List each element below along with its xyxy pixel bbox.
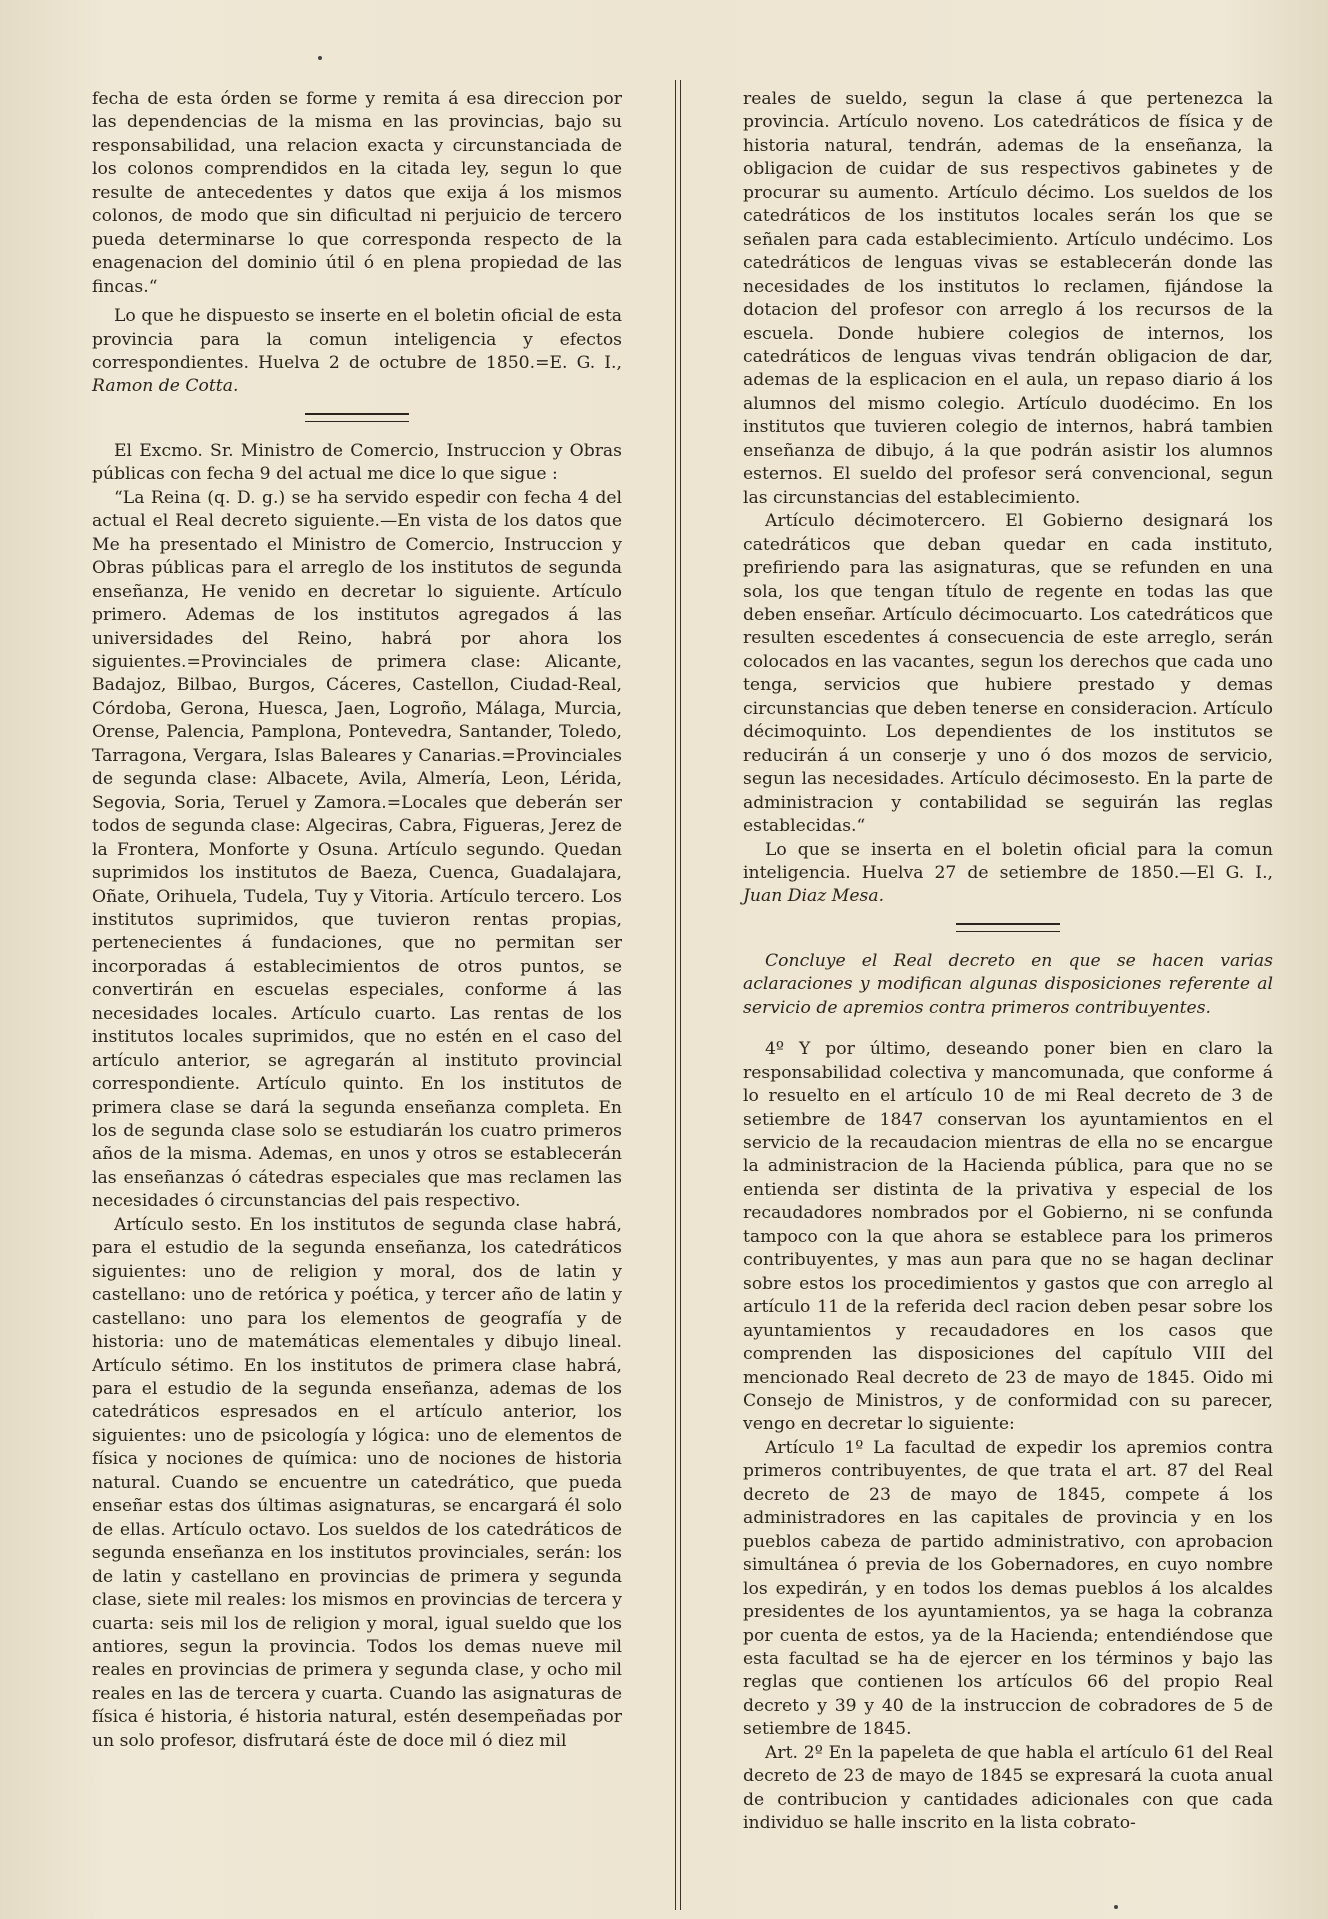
paragraph-real-decreto: “La Reina (q. D. g.) se ha servido espedir con fecha 4 del actual el Real decreto siguiente.—En vista de los datos que Me ha presentado el Ministro de Comercio, Instruccion y Obras públicas para el arreglo de los institutos de segunda enseñanza, He venido en decretar lo siguiente. Artículo primero. Ademas de los institutos agregados á las universidades del Reino, habrá por ahora los siguientes.=Provinciales de primera clase: Alicante, Badajoz, Bilbao, Burgos, Cáceres, Castellon, Ciudad-Real, Córdoba, Gerona, Huesca, Jaen, Logroño, Málaga, Murcia, Orense, Palencia, Pamplona, Pontevedra, Santander, Toledo, Tarragona, Vergara, Islas Baleares y Canarias.=Provinciales de segunda clase: Albacete, Avila, Almería, Leon, Lérida, Segovia, Soria, Teruel y Zamora.=Locales que deberán ser todos de segunda clase: Algeciras, Cabra, Figueras, Jerez de la Frontera, Monforte y Osuna. Artículo segundo. Quedan suprimidos los institutos de Baeza, Cuenca, Guadalajara, Oñate, Orihuela, Tudela, Tuy y Vitoria. Artículo tercero. Los institutos suprimidos, que tuvieron rentas propias, pertenecientes á fundaciones, que no permitan ser incorporadas á establecimientos de otros puntos, se convertirán en escuelas especiales, conforme á las necesidades locales. Artículo cuarto. Las rentas de los institutos locales suprimidos, que no estén en el caso del artículo anterior, se agregarán al instituto provincial correspondiente. Artículo quinto. En los institutos de primera clase se dará la segunda enseñanza completa. En los de segunda clase solo se estudiarán los cuatro primeros años de la misma. Ademas, en unos y otros se establecerán las enseñanzas ó cátedras especiales que mas reclamen las necesidades ó circunstancias del pais respectivo.: [92, 487, 622, 1212]
page-mark: [318, 56, 322, 60]
paragraph-articulo-sesto: Artículo sesto. En los institutos de segunda clase habrá, para el estudio de la segunda enseñanza, los catedráticos siguientes: uno de religion y moral, dos de latin y castellano: uno de retórica y poética, y tercer año de latin y castellano: uno para los elementos de geografía y de historia: uno de matemáticas elementales y dibujo lineal. Artículo sétimo. En los institutos de primera clase habrá, para el estudio de la segunda enseñanza, ademas de los catedráticos espresados en el artículo anterior, los siguientes: uno de psicología y lógica: uno de elementos de física y nociones de química: uno de nociones de historia natural. Cuando se encuentre un catedrático, que pueda enseñar estas dos últimas asignaturas, se encargará él solo de ellas. Artículo octavo. Los sueldos de los catedráticos de segunda enseñanza en los institutos provinciales, serán: los de latin y castellano en provincias de primera y segunda clase, siete mil reales: los mismos en provincias de tercera y cuarta: seis mil los de religion y moral, igual sueldo que los antiores, segun la provincia. Todos los demas nueve mil reales en provincias de primera y segunda clase, y ocho mil reales en las de tercera y cuarta. Cuando las asignaturas de física é historia, é historia natural, estén desempeñadas por un solo profesor, disfrutará éste de doce mil ó diez mil: [92, 1214, 622, 1751]
paragraph-boletin-notice-1: [92, 305, 622, 399]
paragraph-articulo-2: Art. 2º En la papeleta de que habla el artículo 61 del Real decreto de 23 de mayo de 1845 se expresará la cuota anual de contribucion y cantidades adicionales con que cada individuo se halle inscrito en la lista cobrato-: [743, 1742, 1273, 1834]
column-divider: [675, 80, 681, 1910]
right-column: [743, 88, 1273, 1836]
section-divider-rule: [305, 413, 409, 422]
section-divider-rule: [956, 923, 1060, 932]
page-mark: [1114, 1905, 1118, 1909]
signature-juan-diaz-mesa: Juan Diaz Mesa.: [743, 886, 885, 907]
paragraph-articulo-decimotercero: Artículo décimotercero. El Gobierno designará los catedráticos que deban quedar en cada instituto, prefiriendo para las asignaturas, que se refunden en una sola, los que tengan título de regente en todas las que deben enseñar. Artículo décimocuarto. Los catedráticos que resulten escedentes á consecuencia de este arreglo, serán colocados en las vacantes, segun los derechos que cada uno tenga, servicios que hubiere prestado y demas circunstancias que deben tenerse en consideracion. Artículo décimoquinto. Los dependientes de los institutos se reducirán á un conserje y uno ó dos mozos de servicio, segun las necesidades. Artículo décimosesto. En la parte de administracion y contabilidad se seguirán las reglas establecidas.“: [743, 511, 1273, 837]
signature-ramon-de-cotta: Ramon de Cotta.: [92, 376, 239, 397]
paragraph-articulo-1: Artículo 1º La facultad de expedir los apremios contra primeros contribuyentes, de que trata el art. 87 del Real decreto de 23 de mayo de 1845, compete á los administradores en las capitales de provincia y en los pueblos cabeza de partido administrativo, con aprobacion simultánea ó previa de los Gobernadores, en cuyo nombre los expedirán, y en todos los demas pueblos á los alcaldes presidentes de los ayuntamientos, ya se haga la cobranza por cuenta de estos, ya de la Hacienda; entendiéndose que esta facultad se ha de ejercer en los términos y bajo las reglas que contienen los artículos 66 del propio Real decreto y 39 y 40 de la instruccion de cobradores de 5 de setiembre de 1845.: [743, 1437, 1273, 1740]
paragraph-boletin-notice-2: [743, 839, 1273, 909]
notice-text: Lo que se inserta en el boletin oficial para la comun inteligencia. Huelva 27 de setiembre de 1850.—El G. I.,: [743, 839, 1273, 883]
paragraph-ministro-intro: El Excmo. Sr. Ministro de Comercio, Instruccion y Obras públicas con fecha 9 del actual me dice lo que sigue :: [92, 440, 622, 485]
section-heading-apremios: Concluye el Real decreto en que se hacen varias aclaraciones y modifican algunas disposiciones referente al servicio de apremios contra primeros contribuyentes.: [743, 950, 1273, 1018]
notice-text: Lo que he dispuesto se inserte en el boletin oficial de esta provincia para la comun inteligencia y efectos correspondientes. Huelva 2 de octubre de 1850.=E. G. I.,: [92, 306, 622, 373]
left-column: [92, 88, 622, 1753]
paragraph-colonos: fecha de esta órden se forme y remita á esa direccion por las dependencias de la misma en las provincias, bajo su responsabilidad, una relacion exacta y circunstanciada de los colonos comprendidos en la citada ley, segun lo que resulte de antecedentes y datos que exija á los mismos colonos, de modo que sin dificultad ni perjuicio de tercero pueda determinarse lo que corresponda respecto de la enagenacion del dominio útil ó en plena propiedad de las fincas.“: [92, 89, 622, 297]
paragraph-cuarto: 4º Y por último, deseando poner bien en claro la responsabilidad colectiva y mancomunada, que conforme á lo resuelto en el artículo 10 de mi Real decreto de 3 de setiembre de 1847 conservan los ayuntamientos en el servicio de la recaudacion mientras de ella no se encargue la administracion de la Hacienda pública, para que no se entienda ser distinta de la privativa y especial de los recaudadores nombrados por el Gobierno, ni se confunda tampoco con la que ahora se establece para los primeros contribuyentes, y mas aun para que no se hagan declinar sobre estos los procedimientos y gastos que con arreglo al artículo 11 de la referida decl racion deben pesar sobre los ayuntamientos y recaudadores en los casos que comprenden las disposiciones del capítulo VIII del mencionado Real decreto de 23 de mayo de 1845. Oido mi Consejo de Ministros, y de conformidad con su parecer, vengo en decretar lo siguiente:: [743, 1039, 1273, 1435]
paragraph-articulo-noveno: reales de sueldo, segun la clase á que pertenezca la provincia. Artículo noveno. Los catedráticos de física y de historia natural, tendrán, ademas de la enseñanza, la obligacion de cuidar de sus respectivos gabinetes y de procurar su aumento. Artículo décimo. Los sueldos de los catedráticos de los institutos locales serán los que se señalen para cada establecimiento. Artículo undécimo. Los catedráticos de lenguas vivas se establecerán donde las necesidades de los institutos lo reclamen, fijándose la dotacion del profesor con arreglo á los recursos de la escuela. Donde hubiere colegios de internos, los catedráticos de lenguas vivas tendrán obligacion de dar, ademas de la esplicacion en el aula, un repaso diario á los alumnos del mismo colegio. Artículo duodécimo. En los institutos que tuvieren colegio de internos, habrá tambien enseñanza de dibujo, á la que podrán asistir los alumnos esternos. El sueldo del profesor será convencional, segun las circunstancias del establecimiento.: [743, 89, 1273, 508]
